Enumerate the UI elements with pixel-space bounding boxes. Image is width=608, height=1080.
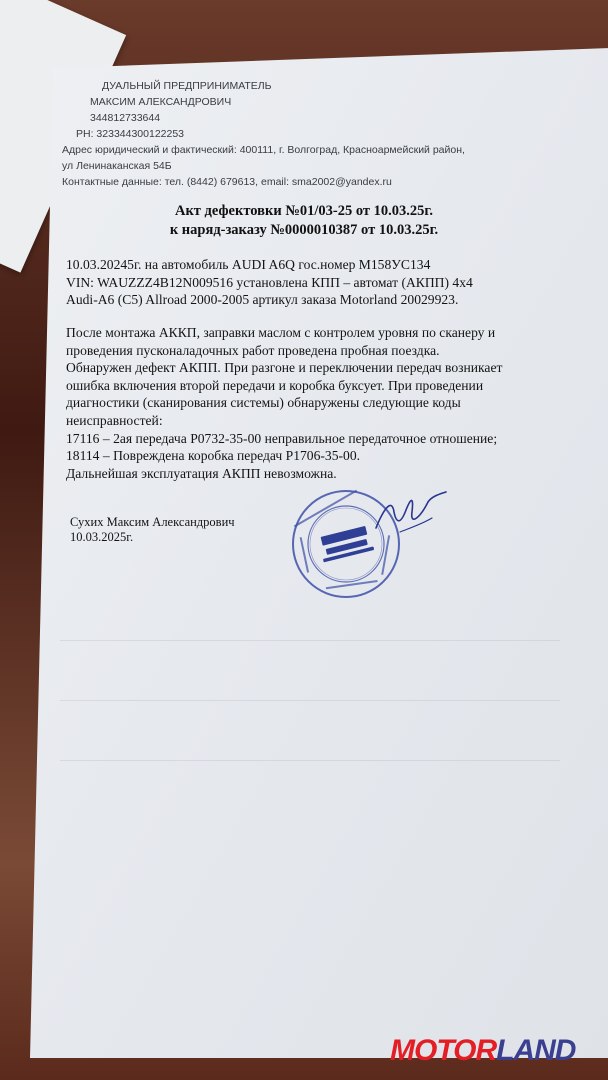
vehicle-line: 10.03.20245г. на автомобиль AUDI A6Q гос.номер М158УС134 — [66, 257, 431, 272]
header-street: ул Ленинаканская 54Б — [62, 160, 172, 172]
title-line-2: к наряд-заказу №0000010387 от 10.03.25г. — [169, 222, 439, 238]
defect-line: Обнаружен дефект АКПП. При разгоне и переключении передач возникает — [66, 360, 503, 376]
header-line: ДУАЛЬНЫЙ ПРЕДПРИНИМАТЕЛЬ — [102, 80, 272, 92]
defect-paragraph — [66, 324, 550, 482]
conclusion-line: Дальнейшая эксплуатация АКПП невозможна. — [66, 465, 337, 481]
defect-line: После монтажа АККП, заправки маслом с контролем уровня по сканеру и — [66, 325, 496, 340]
bleed-through-line — [60, 700, 560, 701]
signatory-block — [70, 515, 235, 545]
watermark-land: LAND — [496, 1034, 576, 1067]
defect-line: ошибка включения второй передачи и коробка буксует. При проведении — [66, 377, 484, 393]
defect-line: неисправностей: — [66, 412, 163, 428]
vehicle-line: Audi-A6 (C5) Allroad 2000-2005 артикул заказа Motorland 20029923. — [66, 292, 459, 308]
signatory-name: Сухих Максим Александрович — [70, 515, 235, 529]
document-header — [62, 78, 532, 190]
error-code-line: 18114 – Повреждена коробка передач P1706-35-00. — [66, 448, 361, 464]
header-line: РН: 323344300122253 — [76, 128, 185, 140]
defect-line: диагностики (сканирования системы) обнаружены следующие коды — [66, 395, 461, 411]
bleed-through-line — [60, 640, 560, 641]
vehicle-paragraph — [66, 256, 550, 309]
defect-line: проведения пусконаладочных работ проведена пробная поездка. — [66, 342, 440, 358]
signatory-date: 10.03.2025г. — [70, 530, 134, 544]
error-code-line: 17116 – 2ая передача P0732-35-00 неправильное передаточное отношение; — [66, 430, 498, 446]
document-title — [0, 202, 608, 240]
title-line-1: Акт дефектовки №01/03-25 от 10.03.25г. — [174, 203, 433, 219]
watermark-motor: MOTOR — [390, 1034, 497, 1067]
header-line: МАКСИМ АЛЕКСАНДРОВИЧ — [90, 96, 232, 108]
bleed-through-line — [60, 760, 560, 761]
vehicle-line: VIN: WAUZZZ4B12N009516 установлена КПП – автомат (АКПП) 4x4 — [66, 274, 473, 290]
header-contacts: Контактные данные: тел. (8442) 679613, email: sma2002@yandex.ru — [62, 176, 392, 188]
header-address: Адрес юридический и фактический: 400111, г. Волгоград, Красноармейский район, — [62, 144, 465, 156]
header-line: 344812733644 — [90, 112, 161, 124]
handwritten-signature-icon — [370, 488, 450, 538]
motorland-watermark — [390, 1034, 575, 1068]
